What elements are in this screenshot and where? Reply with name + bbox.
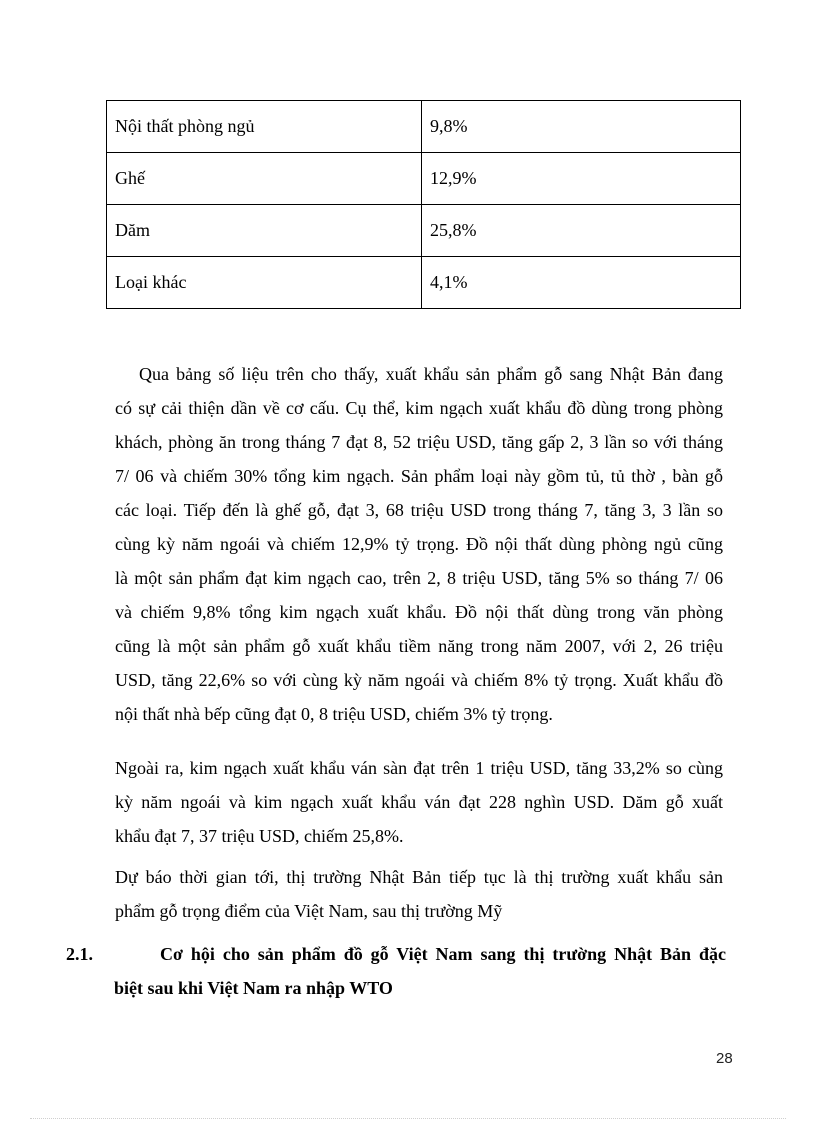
- table-cell-label: Ghế: [107, 153, 422, 205]
- text-line: cùng kỳ năm ngoái và chiếm 12,9% tỷ trọng. Đồ nội thất dùng phòng ngủ cũng: [115, 534, 723, 554]
- text-line: và chiếm 9,8% tổng kim ngạch xuất khẩu. Đồ nội thất dùng trong văn phòng: [115, 602, 723, 622]
- table-cell-label: Loại khác: [107, 257, 422, 309]
- text-line: các loại. Tiếp đến là ghế gỗ, đạt 3, 68 triệu USD trong tháng 7, tăng 3, 3 lần so: [115, 500, 723, 520]
- table-cell-value: 25,8%: [422, 205, 741, 257]
- page-number: 28: [716, 1050, 733, 1067]
- text-line: khẩu đạt 7, 37 triệu USD, chiếm 25,8%.: [115, 826, 404, 846]
- text-line: USD, tăng 22,6% so với cùng kỳ năm ngoái và chiếm 8% tỷ trọng. Xuất khẩu đồ: [115, 670, 723, 690]
- table-cell-label: Nội thất phòng ngủ: [107, 101, 422, 153]
- table-cell-label: Dăm: [107, 205, 422, 257]
- text-line: khách, phòng ăn trong tháng 7 đạt 8, 52 triệu USD, tăng gấp 2, 3 lần so với tháng: [115, 432, 723, 452]
- text-line: Ngoài ra, kim ngạch xuất khẩu ván sàn đạt trên 1 triệu USD, tăng 33,2% so cùng: [115, 758, 723, 778]
- paragraph-structure-analysis: [115, 357, 723, 731]
- table-cell-value: 12,9%: [422, 153, 741, 205]
- section-heading: [66, 937, 726, 1005]
- paragraph-other-exports: [115, 751, 723, 853]
- text-line: là một sản phẩm đạt kim ngạch cao, trên 2, 8 triệu USD, tăng 5% so tháng 7/ 06: [115, 568, 723, 588]
- table-cell-value: 9,8%: [422, 101, 741, 153]
- section-number: 2.1.: [66, 944, 93, 964]
- table-row: [107, 153, 741, 205]
- section-title-line: Cơ hội cho sản phẩm đồ gỗ Việt Nam sang thị trường Nhật Bản đặc: [160, 944, 726, 964]
- product-share-table: [106, 100, 741, 309]
- section-title-line: biệt sau khi Việt Nam ra nhập WTO: [114, 978, 393, 998]
- table-row: [107, 101, 741, 153]
- text-line: cũng là một sản phẩm gỗ xuất khẩu tiềm năng trong năm 2007, với 2, 26 triệu: [115, 636, 723, 656]
- text-line: có sự cải thiện dần về cơ cấu. Cụ thể, kim ngạch xuất khẩu đồ dùng trong phòng: [115, 398, 723, 418]
- paragraph-forecast: [115, 860, 723, 928]
- text-line: Qua bảng số liệu trên cho thấy, xuất khẩu sản phẩm gỗ sang Nhật Bản đang: [139, 364, 723, 384]
- table-row: [107, 257, 741, 309]
- text-line: nội thất nhà bếp cũng đạt 0, 8 triệu USD, chiếm 3% tỷ trọng.: [115, 704, 553, 724]
- table-cell-value: 4,1%: [422, 257, 741, 309]
- page-bottom-divider: [30, 1118, 786, 1119]
- text-line: kỳ năm ngoái và kim ngạch xuất khẩu ván đạt 228 nghìn USD. Dăm gỗ xuất: [115, 792, 723, 812]
- text-line: phẩm gỗ trọng điểm của Việt Nam, sau thị trường Mỹ: [115, 901, 503, 921]
- table-row: [107, 205, 741, 257]
- text-line: 7/ 06 và chiếm 30% tổng kim ngạch. Sản phẩm loại này gồm tủ, tủ thờ , bàn gỗ: [115, 466, 723, 486]
- text-line: Dự báo thời gian tới, thị trường Nhật Bản tiếp tục là thị trường xuất khẩu sản: [115, 867, 723, 887]
